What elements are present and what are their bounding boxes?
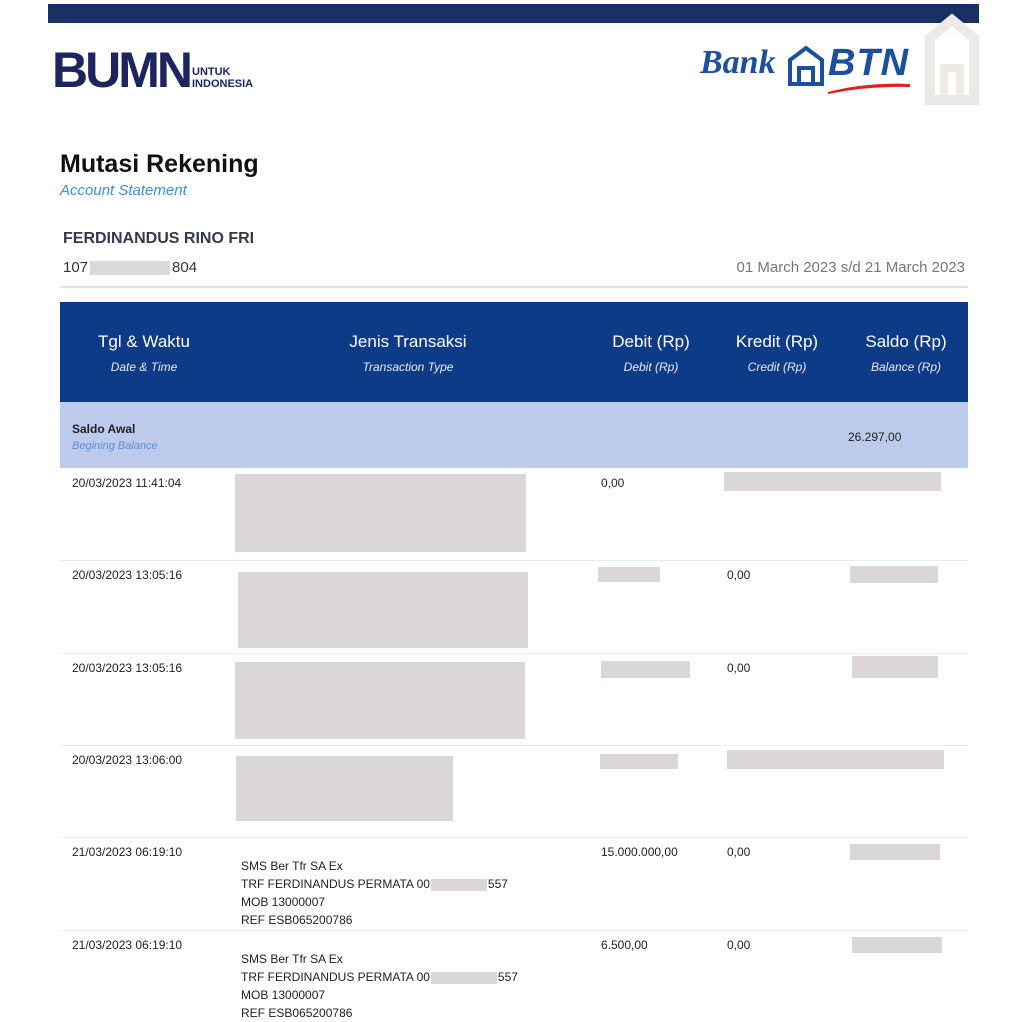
redacted-block xyxy=(852,937,942,953)
row-credit: 0,00 xyxy=(727,661,751,675)
table-row xyxy=(60,745,968,838)
divider xyxy=(60,286,968,288)
row-datetime: 20/03/2023 13:06:00 xyxy=(72,753,183,767)
opening-balance-row xyxy=(60,402,968,468)
redacted-block xyxy=(852,656,938,678)
opening-balance-value: 26.297,00 xyxy=(848,430,902,444)
row-datetime: 20/03/2023 13:05:16 xyxy=(72,568,183,582)
opening-balance-label: Saldo Awal xyxy=(72,422,136,436)
top-color-bar xyxy=(48,4,979,23)
row-debit: 15.000.000,00 xyxy=(601,845,678,859)
row-credit: 0,00 xyxy=(727,938,751,952)
house-icon xyxy=(788,46,824,86)
redacted-block xyxy=(850,844,940,860)
table-row xyxy=(60,468,968,561)
redacted-block xyxy=(90,261,170,275)
column-header-type: Jenis Transaksi Transaction Type xyxy=(349,332,467,374)
redacted-block xyxy=(431,972,497,984)
redacted-block xyxy=(431,879,487,891)
row-datetime: 21/03/2023 06:19:10 xyxy=(72,938,183,952)
row-description: SMS Ber Tfr SA Ex TRF FERDINANDUS PERMATA 00 557 MOB 13000007 REF ESB065200786 xyxy=(241,952,518,1020)
redacted-block xyxy=(600,754,678,769)
bumn-logo-wordmark: BUMN xyxy=(52,42,190,98)
row-description: SMS Ber Tfr SA Ex TRF FERDINANDUS PERMATA 00 557 MOB 13000007 REF ESB065200786 xyxy=(241,859,508,927)
table-header xyxy=(60,302,968,402)
bank-btn-logo-name: BTN xyxy=(828,42,910,84)
bumn-logo-tagline: UNTUK INDONESIA xyxy=(192,66,254,90)
table-row xyxy=(60,837,968,931)
redacted-block xyxy=(235,474,526,552)
column-header-credit: Kredit (Rp) Credit (Rp) xyxy=(735,332,819,374)
column-header-debit: Debit (Rp) Debit (Rp) xyxy=(612,332,690,374)
row-datetime: 20/03/2023 11:41:04 xyxy=(72,476,182,490)
row-datetime: 20/03/2023 13:05:16 xyxy=(72,661,183,675)
account-number: 107 804 xyxy=(63,259,198,276)
redacted-block xyxy=(724,472,941,491)
table-row xyxy=(60,653,968,746)
row-datetime: 21/03/2023 06:19:10 xyxy=(72,845,183,859)
bank-btn-logo xyxy=(700,40,920,100)
redacted-block xyxy=(850,566,938,583)
statement-period: 01 March 2023 s/d 21 March 2023 xyxy=(736,259,965,276)
redacted-block xyxy=(238,572,528,648)
table-row xyxy=(60,930,968,1020)
row-debit: 0,00 xyxy=(601,476,625,490)
column-header-balance: Saldo (Rp) Balance (Rp) xyxy=(865,332,947,374)
row-credit: 0,00 xyxy=(727,845,751,859)
opening-balance-sublabel: Begining Balance xyxy=(72,440,158,452)
redacted-block xyxy=(598,567,660,582)
column-header-date: Tgl & Waktu Date & Time xyxy=(98,332,190,374)
redacted-block xyxy=(601,661,690,678)
redacted-block xyxy=(235,662,525,739)
bank-btn-logo-bank: Bank xyxy=(700,44,776,81)
redacted-block xyxy=(236,756,453,821)
account-holder-name: FERDINANDUS RINO FRI xyxy=(63,230,255,247)
page-subtitle: Account Statement xyxy=(60,182,187,199)
redacted-block xyxy=(727,750,944,769)
page-title: Mutasi Rekening xyxy=(60,150,259,178)
row-credit: 0,00 xyxy=(727,568,751,582)
row-debit: 6.500,00 xyxy=(601,938,648,952)
swoosh-icon xyxy=(826,80,912,94)
table-row xyxy=(60,560,968,654)
watermark-icon xyxy=(922,8,982,108)
